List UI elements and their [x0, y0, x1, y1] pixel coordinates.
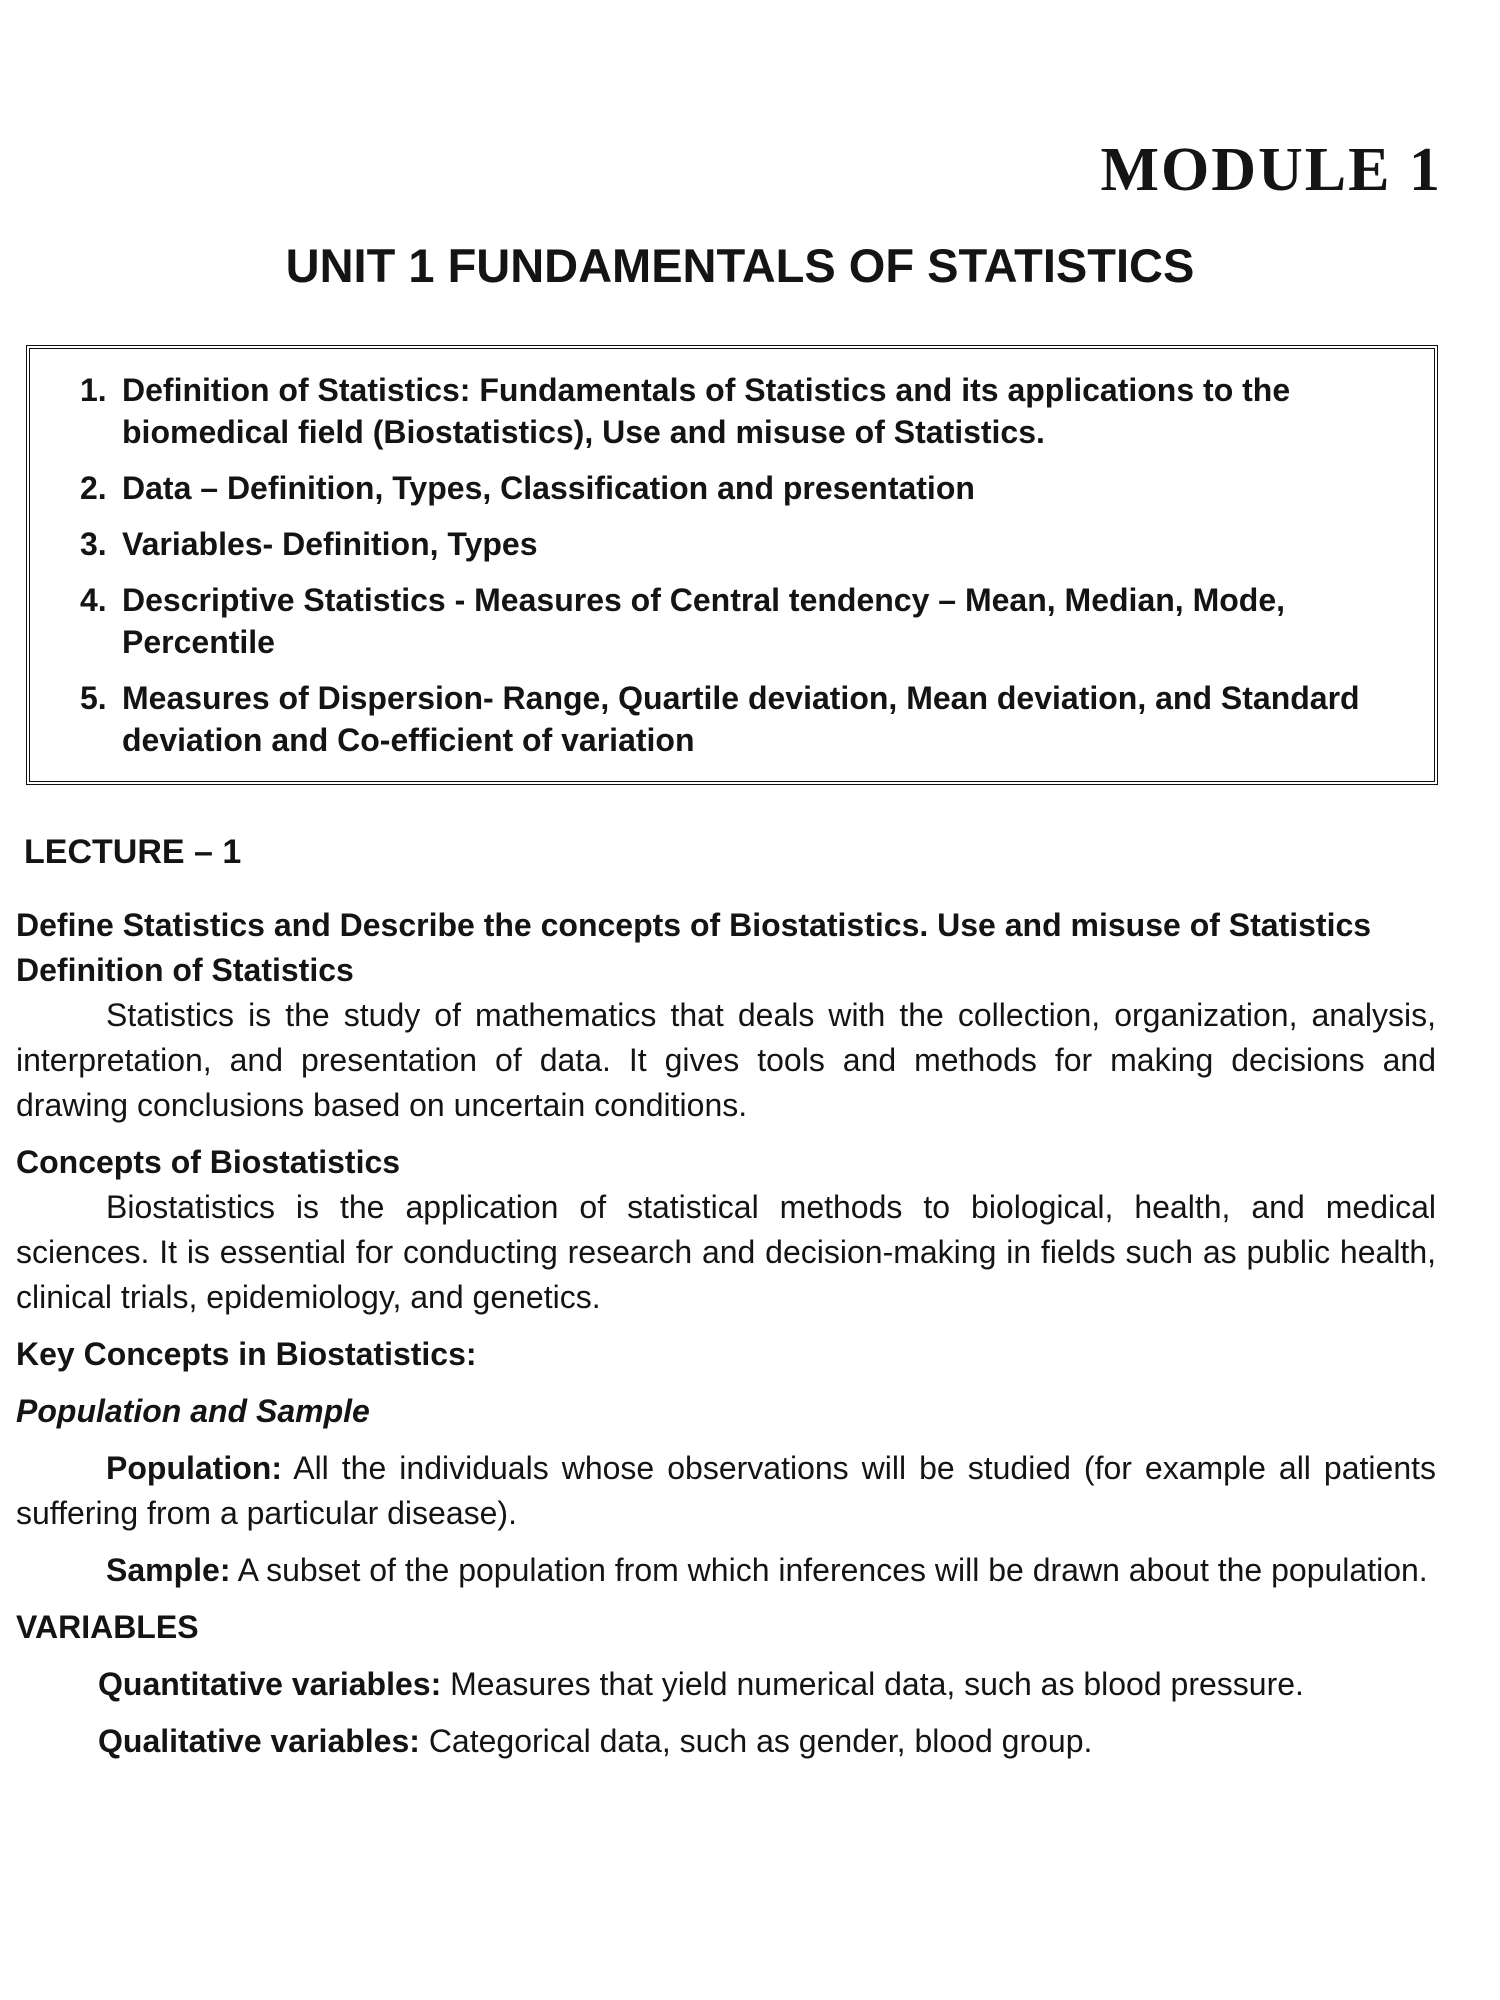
definition-heading: Definition of Statistics	[16, 952, 354, 988]
population-term: Population:	[106, 1450, 282, 1486]
qualitative-paragraph	[16, 1719, 1436, 1764]
sample-term: Sample:	[106, 1552, 231, 1588]
definition-paragraph: Statistics is the study of mathematics that deals with the collection, organization, analysis, interpretation, and presentation of data. It gives tools and methods for making decisions and drawing conclusions based on uncertain conditions.	[16, 997, 1436, 1123]
syllabus-item-text: Variables- Definition, Types	[122, 526, 538, 562]
syllabus-item-text: Measures of Dispersion- Range, Quartile deviation, Mean deviation, and Standard deviation and Co-efficient of variation	[122, 680, 1360, 758]
population-text: All the individuals whose observations will be studied (for example all patients suffering from a particular disease).	[16, 1450, 1437, 1531]
sample-text: A subset of the population from which inferences will be drawn about the population.	[237, 1552, 1428, 1588]
syllabus-item	[80, 467, 1394, 509]
syllabus-item-text: Descriptive Statistics - Measures of Central tendency – Mean, Median, Mode, Percentile	[122, 582, 1285, 660]
population-paragraph	[16, 1446, 1436, 1536]
syllabus-item	[80, 677, 1394, 761]
lecture-heading: Define Statistics and Describe the concepts of Biostatistics. Use and misuse of Statistics	[16, 907, 1372, 943]
syllabus-list	[80, 369, 1394, 761]
syllabus-item-text: Definition of Statistics: Fundamentals of Statistics and its applications to the biomedical field (Biostatistics), Use and misuse of Statistics.	[122, 372, 1291, 450]
quantitative-term: Quantitative variables:	[98, 1666, 442, 1702]
unit-title: UNIT 1 FUNDAMENTALS OF STATISTICS	[285, 239, 1195, 292]
syllabus-item	[80, 523, 1394, 565]
syllabus-item-number: 4.	[80, 582, 107, 618]
key-concepts-heading: Key Concepts in Biostatistics:	[16, 1336, 477, 1372]
syllabus-item	[80, 369, 1394, 453]
syllabus-box	[26, 345, 1438, 785]
module-title: MODULE 1	[1100, 136, 1442, 204]
concepts-paragraph: Biostatistics is the application of statistical methods to biological, health, and medical sciences. It is essential for conducting research and decision-making in fields such as public health, clinical trials, epidemiology, and genetics.	[16, 1189, 1436, 1315]
lecture-content	[16, 830, 1436, 1776]
lecture-label: LECTURE – 1	[24, 833, 242, 871]
sample-paragraph	[16, 1548, 1436, 1593]
quantitative-paragraph	[16, 1662, 1436, 1707]
population-sample-heading: Population and Sample	[16, 1393, 370, 1429]
variables-heading: VARIABLES	[16, 1609, 199, 1645]
syllabus-item	[80, 579, 1394, 663]
syllabus-item-number: 1.	[80, 372, 107, 408]
qualitative-text: Categorical data, such as gender, blood group.	[428, 1723, 1093, 1759]
concepts-heading: Concepts of Biostatistics	[16, 1144, 401, 1180]
syllabus-item-text: Data – Definition, Types, Classification and presentation	[122, 470, 975, 506]
syllabus-item-number: 3.	[80, 526, 107, 562]
syllabus-item-number: 2.	[80, 470, 107, 506]
qualitative-term: Qualitative variables:	[98, 1723, 420, 1759]
syllabus-item-number: 5.	[80, 680, 107, 716]
quantitative-text: Measures that yield numerical data, such as blood pressure.	[450, 1666, 1304, 1702]
